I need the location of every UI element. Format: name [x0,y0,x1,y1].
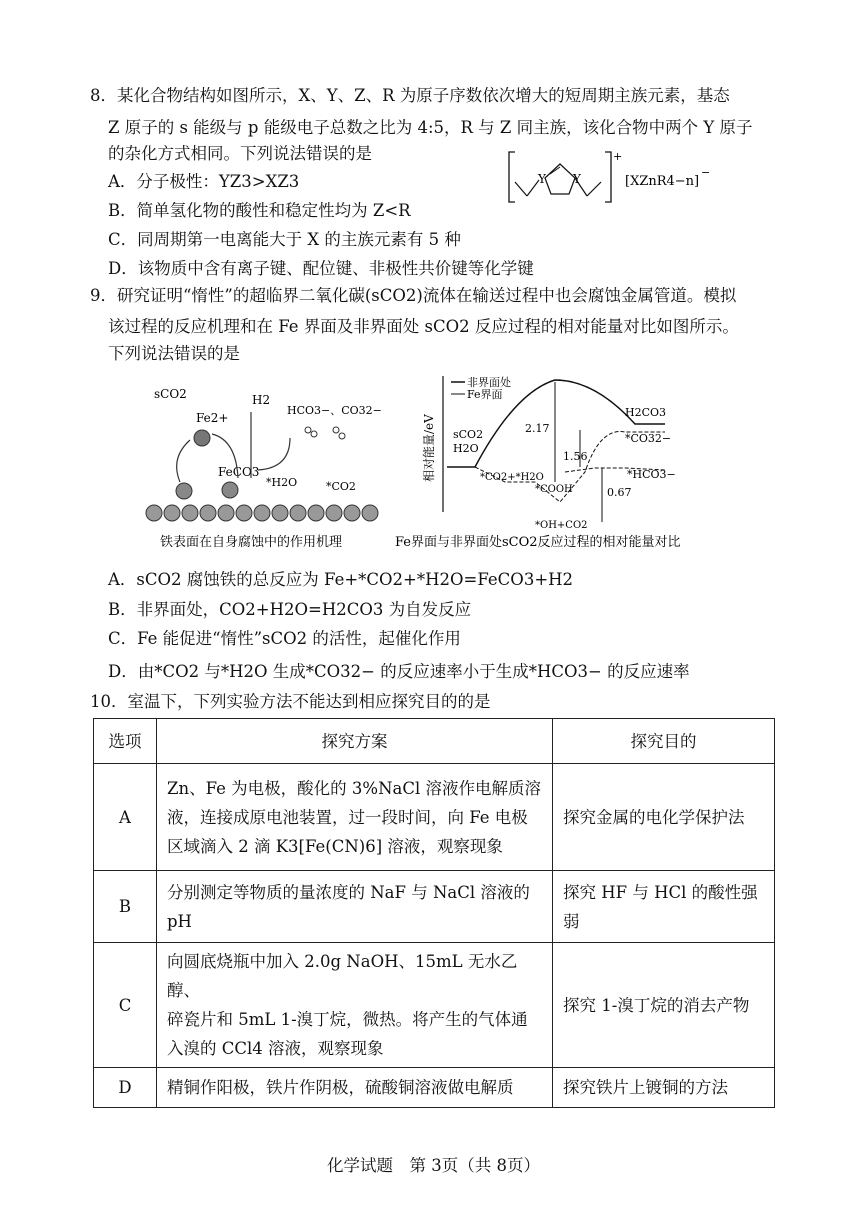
row-a-goal: 探究金属的电化学保护法 [553,764,775,871]
q9-option-a: A．sCO2 腐蚀铁的总反应为 Fe+*CO2+*H2O=FeCO3+H2 [108,570,574,589]
energy-2-17: 2.17 [525,422,550,435]
energy-1-56: 1.56 [563,450,588,463]
row-b-option: B [94,871,157,943]
q9-mechanism-figure [140,378,385,553]
q10-title: 10．室温下，下列实验方法不能达到相应探究目的的是 [90,692,491,711]
table-row [94,1068,775,1108]
row-c-plan: 向圆底烧瓶中加入 2.0g NaOH、15mL 无水乙醇、 碎瓷片和 5mL 1-溴丁烷，微热。将产生的气体通 入溴的 CCl4 溶液，观察现象 [157,943,553,1068]
label-h2o: *H2O [266,476,298,489]
table-header-row [94,719,775,764]
q8-option-c: C．同周期第一电离能大于 X 的主族元素有 5 种 [108,230,461,249]
row-d-plan: 精铜作阳极，铁片作阴极，硫酸铜溶液做电解质 [157,1068,553,1108]
ring-y-left: Y [538,172,546,186]
label-fe2plus: Fe2+ [196,411,229,425]
q8-option-a: A．分子极性：YZ3>XZ3 [108,172,300,191]
energy-ylabel: 相对能量/eV [422,414,436,482]
row-c-option: C [94,943,157,1068]
species-cooh: *COOH [535,484,573,495]
q10-table [93,718,775,1108]
legend-fe: Fe界面 [467,388,503,401]
species-sco2: sCO2 [453,428,484,441]
row-d-option: D [94,1068,157,1108]
q9-option-d: D．由*CO2 与*H2O 生成*CO32− 的反应速率小于生成*HCO3− 的反应速率 [108,662,690,681]
header-goal: 探究目的 [553,719,775,764]
mechanism-caption: 铁表面在自身腐蚀中的作用机理 [160,535,343,550]
label-sco2: sCO2 [154,387,187,401]
row-b-plan: 分别测定等物质的量浓度的 NaF 与 NaCl 溶液的 pH [157,871,553,943]
species-oh-co2: *OH+CO2 [535,520,588,531]
q9-energy-figure [395,372,730,554]
row-a-option: A [94,764,157,871]
ring-y-right: Y [573,172,581,186]
label-co2: *CO2 [326,480,356,493]
page-footer: 化学试题 第 3页（共 8页） [327,1156,540,1175]
row-b-goal: 探究 HF 与 HCl 的酸性强 弱 [553,871,775,943]
label-hco3-co3: HCO3−、CO32− [287,404,382,417]
q9-option-b: B．非界面处，CO2+H2O=H2CO3 为自发反应 [108,600,472,619]
energy-0-67: 0.67 [607,486,632,499]
row-d-goal: 探究铁片上镀铜的方法 [553,1068,775,1108]
cation-charge: + [613,150,623,163]
q9-line-2: 该过程的反应机理和在 Fe 界面及非界面处 sCO2 反应过程的相对能量对比如图所示。 [108,317,739,336]
species-h2co3: H2CO3 [625,406,667,419]
q8-structure-figure [505,148,715,208]
row-a-plan: Zn、Fe 为电极，酸化的 3%NaCl 溶液作电解质溶 液，连接成原电池装置，过一段时间，向 Fe 电极 区域滴入 2 滴 K3[Fe(CN)6] 溶液，观察现象 [157,764,553,871]
table-row [94,764,775,871]
label-feco3: FeCO3 [218,465,260,479]
header-option: 选项 [94,719,157,764]
q8-option-b: B．简单氢化物的酸性和稳定性均为 Z<R [108,201,411,220]
table-row [94,943,775,1068]
q9-line-3: 下列说法错误的是 [108,344,240,363]
legend-nonif: 非界面处 [467,376,511,389]
anion-charge: − [701,166,711,179]
header-plan: 探究方案 [157,719,553,764]
q8-line-1: 8．某化合物结构如图所示，X、Y、Z、R 为原子序数依次增大的短周期主族元素，基态 [90,86,730,105]
q8-line-2: Z 原子的 s 能级与 p 能级电子总数之比为 4:5，R 与 Z 同主族，该化合物中两个 Y 原子 [108,118,753,137]
species-co2-h2o: *CO2+*H2O [480,472,544,483]
species-co3: *CO32− [625,432,672,445]
species-h2o: H2O [453,442,479,455]
anion-formula: [XZnR4−n] [625,174,700,189]
label-h2: H2 [252,393,271,407]
energy-caption: Fe界面与非界面处sCO2反应过程的相对能量对比 [395,535,681,550]
table-row [94,871,775,943]
q8-line-3: 的杂化方式相同。下列说法错误的是 [108,144,372,163]
species-hco3: *HCO3− [627,468,676,481]
row-c-goal: 探究 1-溴丁烷的消去产物 [553,943,775,1068]
q9-option-c: C．Fe 能促进“惰性”sCO2 的活性，起催化作用 [108,629,461,648]
q9-line-1: 9．研究证明“惰性”的超临界二氧化碳(sCO2)流体在输送过程中也会腐蚀金属管道。模拟 [90,286,737,305]
q8-option-d: D．该物质中含有离子键、配位键、非极性共价键等化学键 [108,259,534,278]
